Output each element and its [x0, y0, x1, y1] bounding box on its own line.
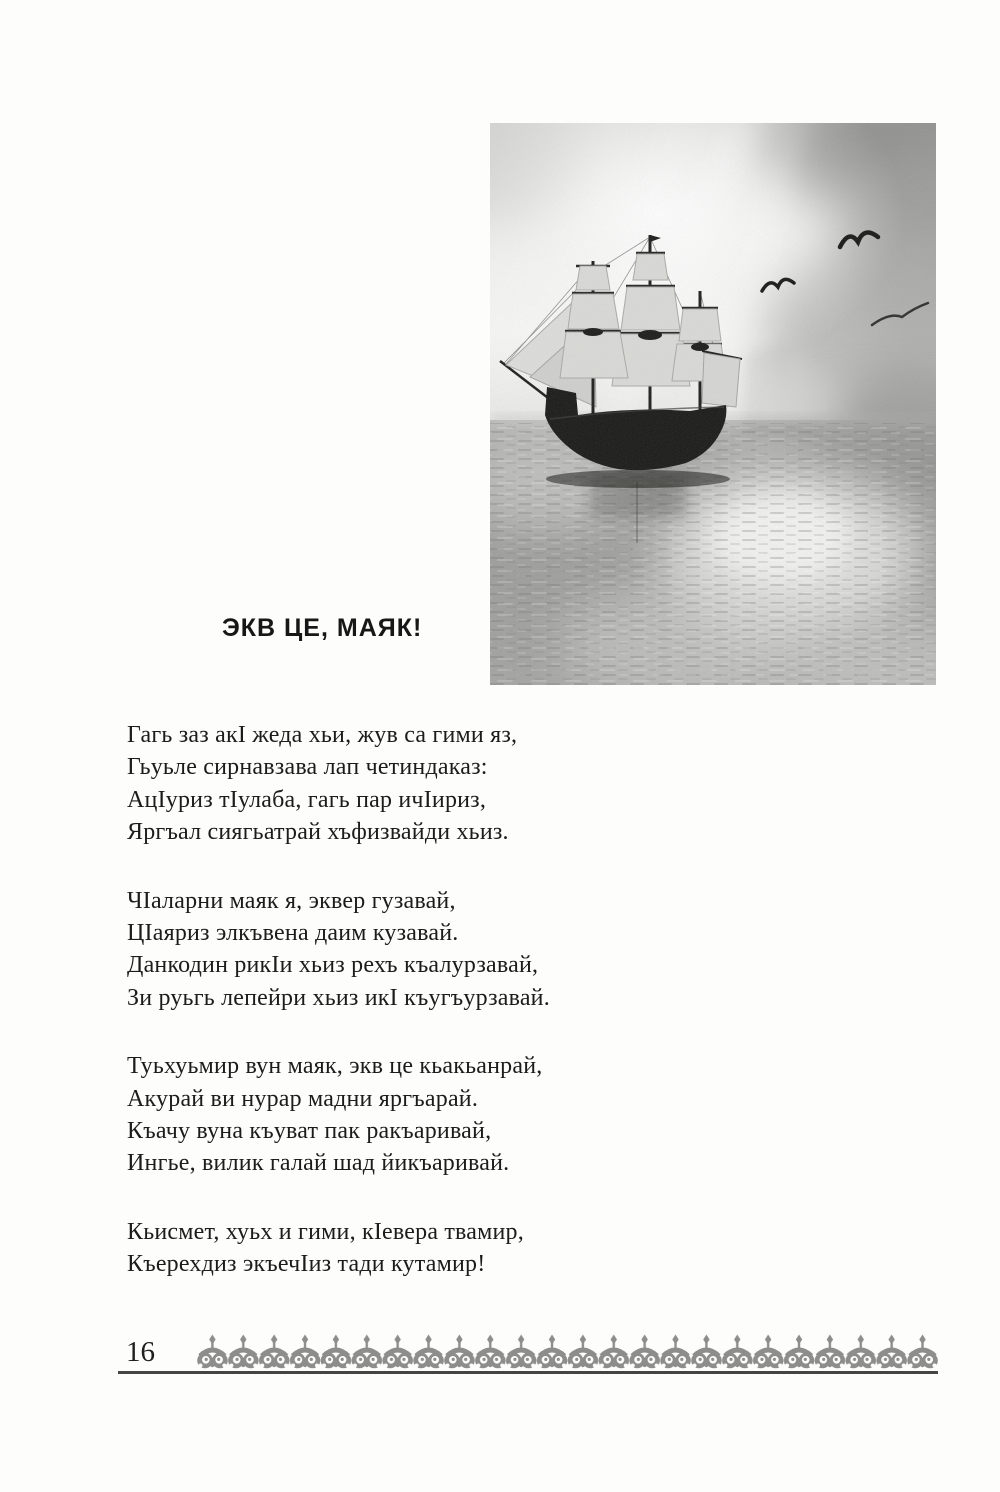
poem-line: Къерехдиз экъечIиз тади кутамир! — [127, 1251, 486, 1278]
poem-line: Гагь заз акI жеда хьи, жув са гими яз, — [127, 722, 518, 748]
poem-line: Къачу вуна къуват пак ракъаривай, — [127, 1118, 492, 1145]
poem-line: Данкодин рикIи хьиз рехъ къалурзавай, — [127, 952, 539, 979]
poem-text — [127, 719, 550, 1317]
ornament-pattern — [197, 1334, 938, 1375]
poem-line: Кьисмет, хуьх и гими, кIевера твамир, — [127, 1218, 524, 1245]
poem-title: ЭКВ ЦЕ, МАЯК! — [222, 614, 423, 642]
poem-line: Зи руьгь лепейри хьиз икI къугъурзавай. — [127, 984, 550, 1011]
poem-stanza — [127, 719, 550, 849]
photo-grain — [490, 123, 936, 685]
poem-stanza — [127, 1050, 550, 1180]
ornament-border — [197, 1334, 938, 1375]
poem-line: Ингье, вилик галай шад йикъаривай. — [127, 1150, 510, 1177]
poem-line: Яргъал сиягьатрай хъфизвайди хьиз. — [127, 819, 509, 846]
poem-stanza — [127, 885, 550, 1015]
poem-line: Туьхуьмир вун маяк, экв це кьакьанрай, — [127, 1053, 543, 1080]
footer-rule — [118, 1371, 938, 1374]
poem-line: ЧIаларни маяк я, эквер гузавай, — [127, 887, 456, 914]
poem-line: Гьуьле сирнавзава лап четиндаказ: — [127, 754, 488, 781]
poem-line: ЦIаяриз элкъвена даим кузавай. — [127, 920, 459, 947]
poem-line: АцIуриз тIулаба, гагь пар ичIириз, — [127, 786, 487, 813]
poem-line: Акурай ви нурар мадни яргъарай. — [127, 1085, 479, 1112]
ship-photo-art — [490, 123, 936, 685]
ship-photo — [490, 123, 936, 685]
poem-stanza — [127, 1216, 550, 1281]
page-number: 16 — [126, 1336, 155, 1368]
